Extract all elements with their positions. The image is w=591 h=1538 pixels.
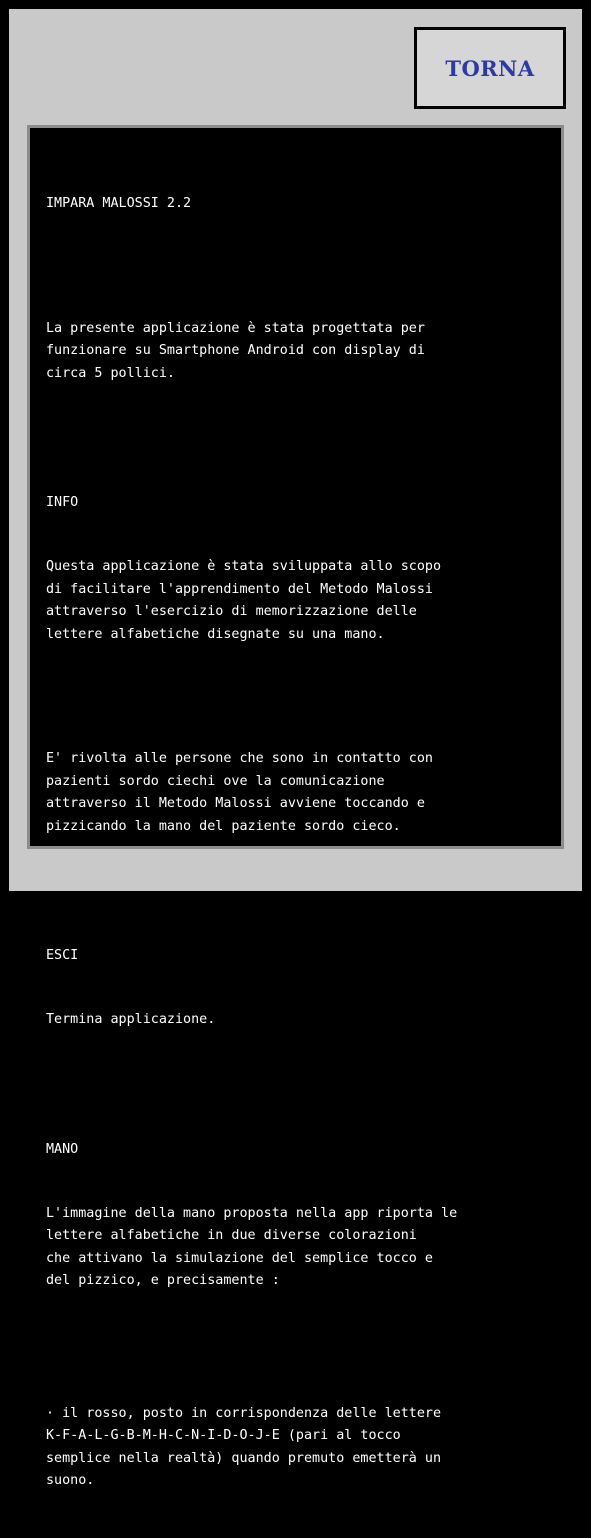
app-frame [9,9,582,1488]
mano-heading: MANO [46,1141,79,1157]
info-paragraph-2: E' rivolta alle persone che sono in contatto con pazienti sordo ciechi ove la comunicazione attraverso il Metodo Malossi avviene toccando e pizzicando la mano del paziente sordo cieco. [46,751,433,834]
intro-paragraph: La presente applicazione è stata progettata per funzionare su Smartphone Android con display di circa 5 pollici. [46,320,425,381]
info-text-content [46,148,553,1488]
esci-paragraph: Termina applicazione. [46,1012,216,1027]
info-heading: INFO [46,495,79,510]
mano-paragraph: L'immagine della mano proposta nella app riporta le lettere alfabetiche in due diverse colorazioni che attivano la simulazione del semplice tocco e del pizzico, e precisamente : [46,1205,458,1288]
info-paragraph-1: Questa applicazione è stata sviluppata allo scopo di facilitare l'apprendimento del Metodo Malossi attraverso l'esercizio di memorizzazione delle lettere alfabetiche disegnate su una mano. [46,559,442,642]
esci-heading: ESCI [46,948,79,963]
torna-button-label: TORNA [445,55,535,81]
app-title: IMPARA MALOSSI 2.2 [46,196,192,211]
torna-button[interactable] [414,27,566,109]
info-text-panel[interactable] [27,125,564,1488]
mano-bullet-red: · il rosso, posto in corrispondenza delle lettere K-F-A-L-G-B-M-H-C-N-I-D-O-J-E (pari al tocco semplice nella realtà) quando premuto emetterà un suono. [46,1405,442,1488]
